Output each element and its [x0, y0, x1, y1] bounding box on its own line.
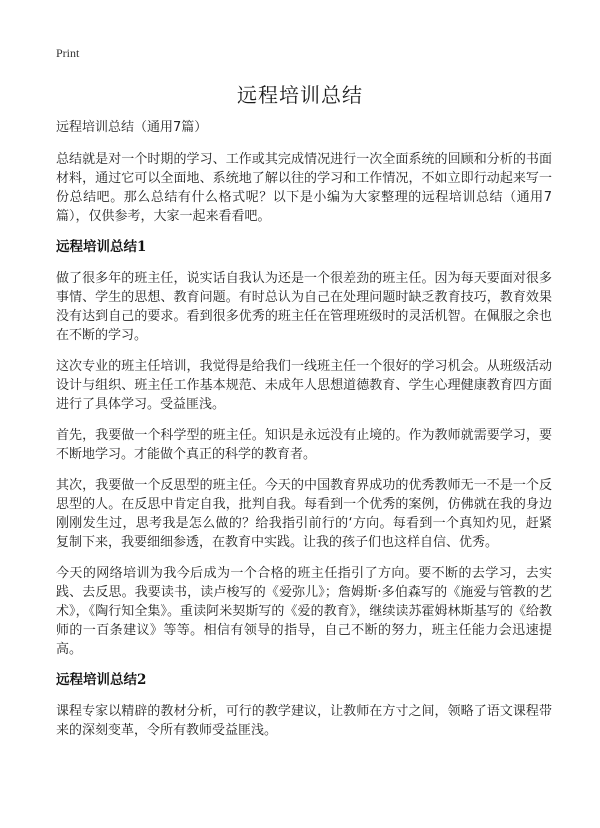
section-1-paragraph: 做了很多年的班主任，说实话自我认为还是一个很差劲的班主任。因为每天要面对很多事情、学生的思想、教育问题。有时总认为自己在处理问题时缺乏教育技巧，教育效果没有达到自己的要求。看到很多优秀的班主任在管理班级时的灵活机智。在佩服之余也在不断的学习。: [56, 271, 552, 343]
section-1-paragraph: 其次，我要做一个反思型的班主任。今天的中国教育界成功的优秀教师无一不是一个反思型的人。在反思中肯定自我，批判自我。每看到一个优秀的案例，仿佛就在我的身边刚刚发生过，思考我是怎么做的？给我指引前行的‘方向。每看到一个真知灼见，赶紧复制下来，我要细细参透，在教育中实践。让我的孩子们也这样自信、优秀。: [56, 478, 552, 550]
section-1-paragraph: 首先，我要做一个科学型的班主任。知识是永远没有止境的。作为教师就需要学习，要不断地学习。才能做个真正的科学的教育者。: [56, 428, 552, 462]
intro-paragraph: 总结就是对一个时期的学习、工作或其完成情况进行一次全面系统的回顾和分析的书面材料，通过它可以全面地、系统地了解以往的学习和工作情况，不如立即行动起来写一份总结吧。那么总结有什么格式呢？以下是小编为大家整理的远程培训总结（通用7篇），仅供参考，大家一起来看看吧。: [56, 152, 552, 224]
section-2-paragraph: 课程专家以精辟的教材分析，可行的教学建议，让教师在方寸之间，领略了语文课程带来的深刻变革，令所有教师受益匪浅。: [56, 704, 552, 738]
document-subtitle: 远程培训总结（通用7篇）: [56, 120, 208, 135]
section-1-paragraph: 这次专业的班主任培训，我觉得是给我们一线班主任一个很好的学习机会。从班级活动设计与组织、班主任工作基本规范、未成年人思想道德教育、学生心理健康教育四方面进行了具体学习。受益匪浅。: [56, 359, 552, 412]
section-1-paragraph: 今天的网络培训为我今后成为一个合格的班主任指引了方向。要不断的去学习，去实践、去反思。我要读书，读卢梭写的《爱弥儿》；詹姆斯·多伯森写的《施爱与管教的艺术》，《陶行知全集》。重读阿米契斯写的《爱的教育》，继续读苏霍姆林斯基写的《给教师的一百条建议》等等。相信有领导的指导，自己不断的努力，班主任能力会迅速提高。: [56, 566, 552, 657]
section-heading-2: 远程培训总结2: [56, 672, 147, 688]
document-body: [56, 119, 552, 752]
print-link[interactable]: Print: [56, 46, 80, 60]
page-title: 远程培训总结: [237, 83, 363, 107]
section-heading-1: 远程培训总结1: [56, 239, 147, 255]
